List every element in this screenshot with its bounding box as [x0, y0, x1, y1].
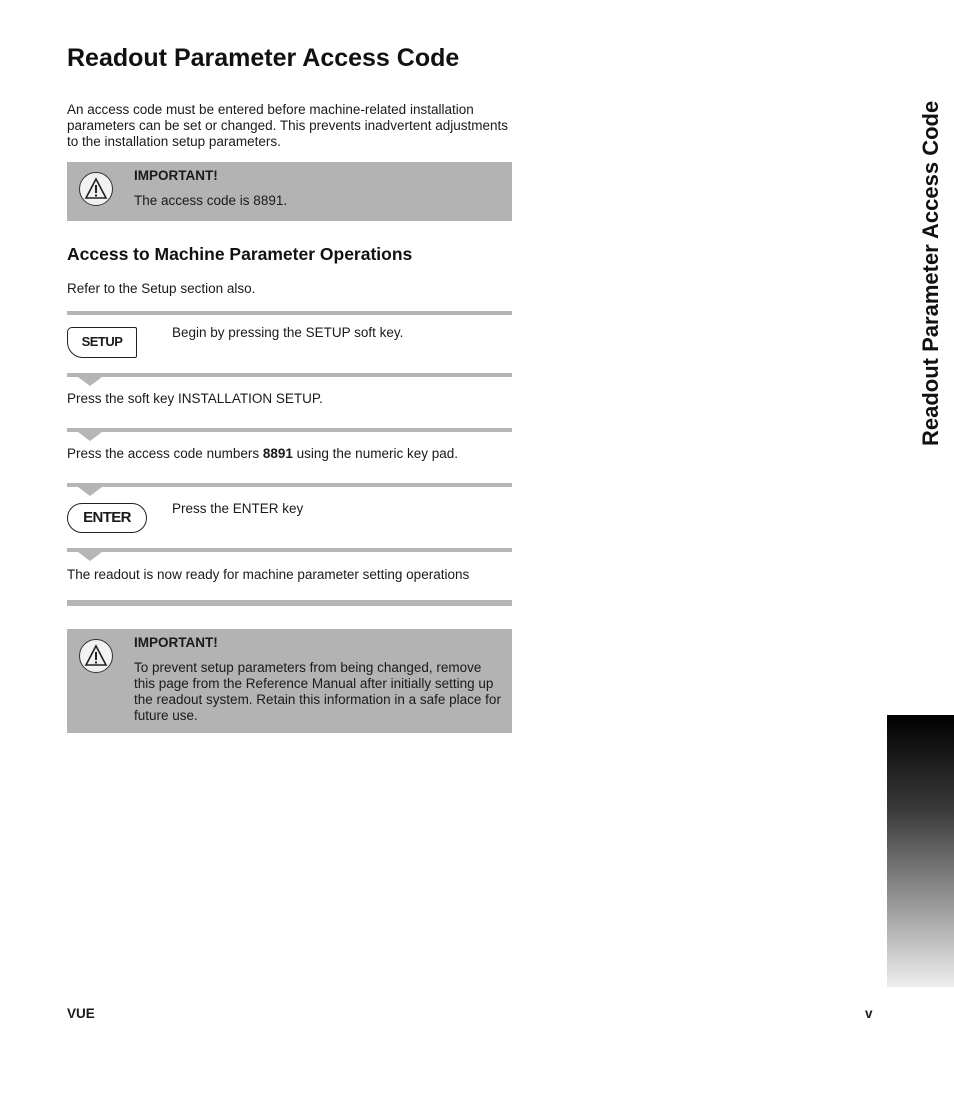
side-tab-title: Readout Parameter Access Code [918, 100, 943, 446]
enter-key[interactable]: ENTER [67, 503, 147, 533]
note-heading: IMPORTANT! [134, 635, 218, 650]
step-divider [67, 373, 512, 377]
setup-soft-key[interactable]: SETUP [67, 327, 137, 358]
note-text: The access code is 8891. [134, 193, 288, 208]
step-arrow-icon [78, 377, 102, 386]
footer-product: VUE [67, 1006, 95, 1021]
important-note-remove-page [67, 629, 512, 733]
step-3-text-before: Press the access code numbers [67, 446, 263, 461]
step-3-text [67, 446, 458, 461]
section-title: Access to Machine Parameter Operations [67, 244, 413, 264]
important-note-access-code [67, 162, 512, 221]
footer-page-number: v [865, 1006, 873, 1021]
step-4-text: Press the ENTER key [172, 501, 304, 516]
warning-icon [79, 172, 113, 206]
refer-text: Refer to the Setup section also. [67, 281, 256, 296]
step-arrow-icon [78, 487, 102, 496]
step-3-text-after: using the numeric key pad. [292, 446, 458, 461]
step-arrow-icon [78, 432, 102, 441]
step-divider [67, 548, 512, 552]
steps-end-divider [67, 600, 512, 606]
step-5-text: The readout is now ready for machine parameter setting operations [67, 567, 470, 582]
note-text: To prevent setup parameters from being changed, remove this page from the Reference Manual after initially setting up the readout system. Retain this information in a safe place for future use. [134, 660, 501, 723]
page-title: Readout Parameter Access Code [67, 44, 460, 72]
step-divider [67, 311, 512, 315]
intro-paragraph: An access code must be entered before machine-related installation parameters can be set or changed. This prevents inadvertent adjustments to the installation setup parameters. [67, 102, 508, 149]
chapter-tab [887, 715, 954, 987]
step-divider [67, 428, 512, 432]
step-arrow-icon [78, 552, 102, 561]
step-2-text: Press the soft key INSTALLATION SETUP. [67, 391, 323, 406]
note-heading: IMPORTANT! [134, 168, 218, 183]
step-1-text: Begin by pressing the SETUP soft key. [172, 325, 404, 340]
access-code-value: 8891 [262, 446, 293, 461]
warning-icon [79, 639, 113, 673]
step-divider [67, 483, 512, 487]
